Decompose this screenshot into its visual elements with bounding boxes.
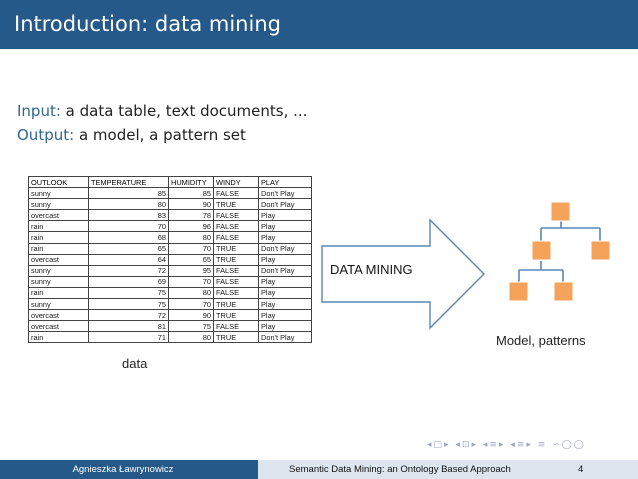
table-header: WINDY (214, 177, 259, 188)
input-text: a data table, text documents, ... (60, 102, 308, 120)
table-cell: FALSE (214, 287, 259, 298)
nav-next-icon[interactable]: ◂≡▸ (482, 440, 506, 450)
tree-node (554, 282, 573, 301)
data-table (28, 176, 312, 343)
nav-first-icon[interactable]: ◂□▸ (427, 440, 451, 450)
table-cell: Don't Play (259, 265, 312, 276)
table-cell: FALSE (214, 210, 259, 221)
footer-title: Semantic Data Mining: an Ontology Based Approach (289, 464, 511, 475)
table-cell: 80 (169, 287, 214, 298)
table-cell: FALSE (214, 221, 259, 232)
output-label: Output: (17, 126, 75, 144)
table-row (29, 254, 312, 265)
table-cell: 68 (89, 232, 169, 243)
table-row (29, 321, 312, 332)
footer-author: Agnieszka Ławrynowicz (72, 464, 174, 475)
table-cell: TRUE (214, 243, 259, 254)
table-cell: TRUE (214, 199, 259, 210)
model-tree-diagram (500, 196, 610, 311)
table-cell: Don't Play (259, 332, 312, 343)
table-row (29, 199, 312, 210)
table-cell: 71 (89, 332, 169, 343)
table-cell: 81 (89, 321, 169, 332)
table-cell: sunny (29, 199, 89, 210)
table-cell: 83 (89, 210, 169, 221)
table-cell: overcast (29, 310, 89, 321)
table-cell: 90 (169, 199, 214, 210)
table-cell: TRUE (214, 332, 259, 343)
input-line (17, 102, 307, 120)
table-header: PLAY (259, 177, 312, 188)
table-cell: 65 (89, 243, 169, 254)
table-cell: FALSE (214, 232, 259, 243)
table-header: OUTLOOK (29, 177, 89, 188)
input-label: Input: (17, 102, 61, 120)
nav-last-icon[interactable]: ◂≡▸ (510, 440, 533, 450)
table-cell: sunny (29, 265, 89, 276)
table-cell: Play (259, 254, 312, 265)
slide-title: Introduction: data mining (14, 12, 281, 36)
table-cell: 69 (89, 276, 169, 287)
data-label: data (122, 356, 148, 371)
table-row (29, 243, 312, 254)
data-mining-arrow (318, 218, 488, 338)
title-bar (0, 0, 638, 49)
footer (0, 460, 638, 479)
table-cell: overcast (29, 321, 89, 332)
tree-node (532, 241, 551, 260)
nav-search-icon[interactable]: ≡ ∽◯◯ (537, 440, 586, 450)
table-cell: FALSE (214, 321, 259, 332)
table-cell: Play (259, 232, 312, 243)
table-cell: overcast (29, 210, 89, 221)
footer-author-box (0, 460, 258, 479)
table-cell: Don't Play (259, 243, 312, 254)
arrow-label: DATA MINING (330, 262, 413, 277)
table-row (29, 265, 312, 276)
table-row (29, 210, 312, 221)
table-cell: rain (29, 287, 89, 298)
output-line (17, 126, 246, 144)
table-cell: 75 (89, 299, 169, 310)
table-cell: 72 (89, 310, 169, 321)
table-row (29, 221, 312, 232)
table-cell: FALSE (214, 188, 259, 199)
table-cell: Play (259, 221, 312, 232)
table-cell: sunny (29, 299, 89, 310)
table-row (29, 287, 312, 298)
table-cell: 95 (169, 265, 214, 276)
table-cell: Play (259, 276, 312, 287)
table-cell: 65 (169, 254, 214, 265)
table-row (29, 299, 312, 310)
table-cell: 70 (169, 276, 214, 287)
table-cell: sunny (29, 188, 89, 199)
table-cell: FALSE (214, 276, 259, 287)
table-row (29, 310, 312, 321)
model-label: Model, patterns (496, 333, 586, 348)
nav-prev-icon[interactable]: ◂⊡▸ (455, 440, 478, 450)
table-cell: Play (259, 321, 312, 332)
table-cell: rain (29, 221, 89, 232)
table-cell: 80 (169, 332, 214, 343)
table-cell: 70 (89, 221, 169, 232)
tree-node (551, 202, 570, 221)
table-cell: rain (29, 332, 89, 343)
table-row (29, 332, 312, 343)
table-cell: 78 (169, 210, 214, 221)
table-header: HUMIDITY (169, 177, 214, 188)
table-cell: TRUE (214, 299, 259, 310)
table-cell: 64 (89, 254, 169, 265)
table-cell: 85 (89, 188, 169, 199)
table-cell: 75 (169, 321, 214, 332)
table-cell: 80 (89, 199, 169, 210)
table-row (29, 188, 312, 199)
table-cell: 72 (89, 265, 169, 276)
table-cell: Play (259, 287, 312, 298)
table-cell: FALSE (214, 265, 259, 276)
table-cell: overcast (29, 254, 89, 265)
table-cell: Play (259, 299, 312, 310)
table-row (29, 276, 312, 287)
table-header: TEMPERATURE (89, 177, 169, 188)
table-cell: 80 (169, 232, 214, 243)
table-cell: Play (259, 210, 312, 221)
table-cell: TRUE (214, 254, 259, 265)
tree-node (509, 282, 528, 301)
footer-title-box (258, 460, 638, 479)
page-number: 4 (578, 464, 584, 475)
tree-node (591, 241, 610, 260)
table-header-row (29, 177, 312, 188)
table-cell: 75 (89, 287, 169, 298)
table-cell: TRUE (214, 310, 259, 321)
table-cell: Play (259, 310, 312, 321)
table-cell: 90 (169, 310, 214, 321)
table-cell: 70 (169, 299, 214, 310)
table-cell: sunny (29, 276, 89, 287)
table-cell: rain (29, 232, 89, 243)
table-row (29, 232, 312, 243)
beamer-navigation (427, 440, 586, 450)
table-cell: 85 (169, 188, 214, 199)
table-cell: Don't Play (259, 199, 312, 210)
table-cell: 96 (169, 221, 214, 232)
table-body (29, 188, 312, 343)
table-cell: Don't Play (259, 188, 312, 199)
output-text: a model, a pattern set (74, 126, 246, 144)
table-cell: rain (29, 243, 89, 254)
table-cell: 70 (169, 243, 214, 254)
